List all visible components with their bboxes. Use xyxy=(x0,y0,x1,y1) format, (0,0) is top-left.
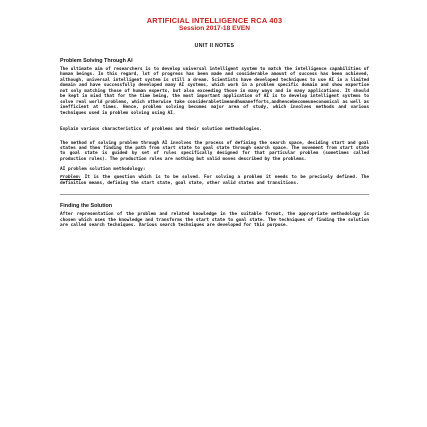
paragraph-problem-definition xyxy=(60,175,369,186)
question-text: Explain various characteristics of problems and their solution methodologies. xyxy=(60,127,262,133)
spacer xyxy=(60,116,369,125)
paragraph-method: The method of solving problem through AI involves the process of defining the search space, deciding start and goal states and then finding the path from start state to goal state through search space. The movement from start state to goal state is guided by set of rules specifically designed for that particular problem (sometimes called production rules). The production rules are nothing but valid moves described by the problems. xyxy=(60,140,369,162)
problem-definition-text: It is the question which is to be solved. For solving a problem it needs to be precisely defined. The definition means, defining the start state, goal state, other valid states and transitions. xyxy=(60,175,369,186)
spacer xyxy=(60,133,369,139)
methodology-label: AI problem solution methodology: xyxy=(60,167,146,173)
paragraph-finding: After representation of the problem and related knowledge in the suitable format, the appropriate methodology is chosen which uses the knowledge and transforms the start state to goal state. The techniques of finding the solution are called search techniques. Various search techniques are developed for this purpose. xyxy=(60,212,369,229)
section-heading-problem-solving: Problem Solving Through AI xyxy=(60,58,133,64)
divider xyxy=(60,194,369,195)
problem-lead: Problem: xyxy=(60,175,81,181)
section-heading-finding: Finding the Solution xyxy=(60,203,113,210)
paragraph-problem-solving: The ultimate aim of researchers is to develop universal intelligent system to match the intelligence capabilities of human beings. In this regard, lot of progress has been made and considerable amount of success has been achieved, although, universal intelligent system is still a dream. Scientists have developed techniques to use AI in a limited domain and have successfully developed many AI systems, which work in a problem specific domain and show expertise not only matching those of human experts, but also exceeding those in many ways and in many applications. It should be kept in mind that for the time being, the most important application of AI is to develop intelligent systems to solve real world problems, which otherwise take considerabletimeandhumanefforts,andhencebecomeuneconomical as well as inefficient at times. Hence, problem solving becomes major area of study, which involves methods and various techniques used in problem solving using AI. xyxy=(60,67,369,116)
course-title: ARTIFICIAL INTELLIGENCE RCA 403 xyxy=(146,16,283,25)
unit-title: UNIT II NOTES xyxy=(194,43,235,49)
session-line: Session 2017-18 EVEN xyxy=(178,25,251,32)
document-header xyxy=(60,16,369,50)
